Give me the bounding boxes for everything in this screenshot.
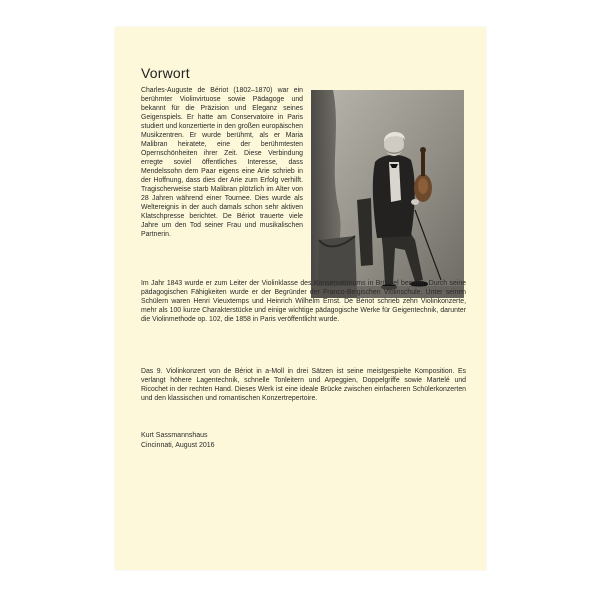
portrait-photo [311,90,464,298]
intro-column [141,86,303,246]
paragraph-3: Das 9. Violinkonzert von de Bériot in a-Moll in drei Sätzen ist seine meistgespielte Komposition. Es verlangt höhere Lagentechnik, schnelle Tonleitern und Arpeggien, Doppelgriffe sowie Martelé und Ricochet in der rechten Hand. Dieses Werk ist eine ideale Brücke zwischen einfacheren Schülerkonzerten und den klassischen und romantischen Konzertrepertoire. [141,368,466,402]
paragraph-2: Im Jahr 1843 wurde er zum Leiter der Violinklasse des Konservatoriums in Brüssel berufen. Durch seine pädagogischen Fähigkeiten wurde er der Begründer der Franco-Belgischen Violinschule. Unter seinen Schülern waren Henri Vieuxtemps und Heinrich Wilhelm Ernst. De Bériot schrieb zehn Violinkonzerte, mehr als 100 kurze Charakterstücke und einige wichtige pädagogische Werke für Geigentechnik, darunter die Violinmethode op. 102, die 1858 in Paris veröffentlicht wurde. [141,280,466,323]
page-title: Vorwort [141,65,190,81]
portrait-photo-icon [311,90,464,298]
place-date: Cincinnati, August 2016 [141,442,215,449]
document-page [115,27,486,570]
paragraph-1: Charles-Auguste de Bériot (1802–1870) war ein berühmter Violinvirtuose sowie Pädagoge und bekannt für die Präzision und Eleganz seines Geigenspiels. Er hatte am Conservatoire in Paris studiert und konzertierte in den großen europäischen Musikzentren. Er wurde berühmt, als er Maria Malibran heiratete, eine der berühmtesten Opernschönheiten ihrer Zeit. Diese Verbindung erregte soviel öffentliches Interesse, dass Mendelssohn dem Paar eigens eine Arie schrieb in der Hoffnung, dass dies der Arie zum Erfolg verhilft. Tragischerweise starb Malibran plötzlich im Alter von 28 Jahren während einer Tournee. Dies wurde als Weltereignis in der auch damals schon sehr aktiven Klatschpresse berichtet. De Bériot trauerte viele Jahre um den Tod seiner Frau und musikalischen Partnerin. [141,87,303,238]
author-name: Kurt Sassmannshaus [141,432,208,439]
signature-block [141,431,215,451]
